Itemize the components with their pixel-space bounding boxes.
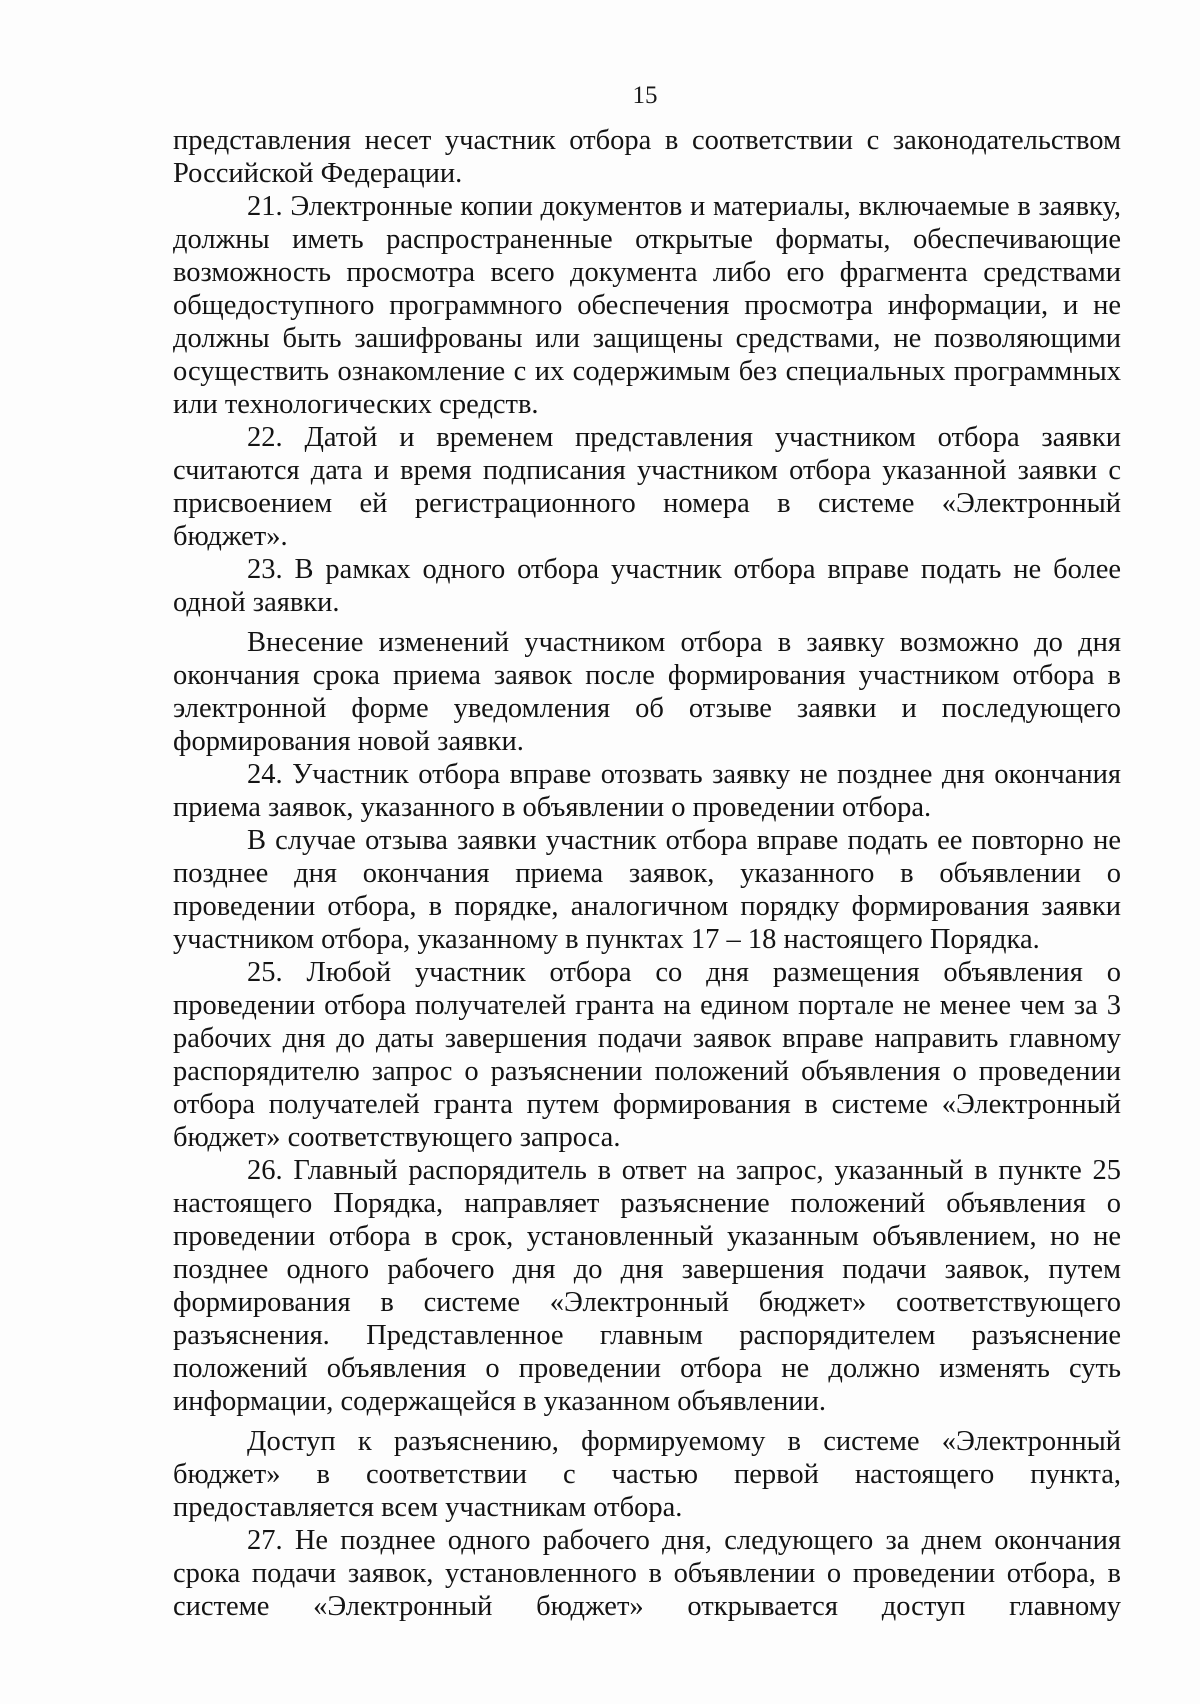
paragraph-24-resubmission: В случае отзыва заявки участник отбора вправе подать ее повторно не позднее дня окончания приема заявок, указанного в объявлении о проведении отбора, в порядке, аналогичном порядку формирования заявки участником отбора, указанному в пунктах 17 – 18 настоящего Порядка. <box>173 825 1121 955</box>
paragraph-continuation: представления несет участник отбора в соответствии с законодательством Российской Федерации. <box>173 125 1121 189</box>
paragraph-26: 26. Главный распорядитель в ответ на запрос, указанный в пункте 25 настоящего Порядка, направляет разъяснение положений объявления о проведении отбора в срок, установленный указанным объявлением, но не позднее одного рабочего дня до дня завершения подачи заявок, путем формирования в системе «Электронный бюджет» соответствующего разъяснения. Представленное главным распорядителем разъяснение положений объявления о проведении отбора не должно изменять суть информации, содержащейся в указанном объявлении. <box>173 1155 1121 1417</box>
paragraph-23-amendment: Внесение изменений участником отбора в заявку возможно до дня окончания срока приема заявок после формирования участником отбора в электронной форме уведомления об отзыве заявки и последующего формирования новой заявки. <box>173 627 1121 757</box>
paragraph-24: 24. Участник отбора вправе отозвать заявку не позднее дня окончания приема заявок, указанного в объявлении о проведении отбора. <box>173 759 1121 823</box>
paragraph-26-access: Доступ к разъяснению, формируемому в системе «Электронный бюджет» в соответствии с частью первой настоящего пункта, предоставляется всем участникам отбора. <box>173 1426 1121 1523</box>
paragraph-21: 21. Электронные копии документов и материалы, включаемые в заявку, должны иметь распространенные открытые форматы, обеспечивающие возможность просмотра всего документа либо его фрагмента средствами общедоступного программного обеспечения просмотра информации, и не должны быть зашифрованы или защищены средствами, не позволяющими осуществить ознакомление с их содержимым без специальных программных или технологических средств. <box>173 191 1121 420</box>
paragraph-23: 23. В рамках одного отбора участник отбора вправе подать не более одной заявки. <box>173 554 1121 618</box>
document-body <box>173 124 1121 1623</box>
page-number: 15 <box>632 82 658 109</box>
paragraph-25: 25. Любой участник отбора со дня размещения объявления о проведении отбора получателей гранта на едином портале не менее чем за 3 рабочих дня до даты завершения подачи заявок вправе направить главному распорядителю запрос о разъяснении положений объявления о проведении отбора получателей гранта путем формирования в системе «Электронный бюджет» соответствующего запроса. <box>173 957 1121 1153</box>
paragraph-22: 22. Датой и временем представления участником отбора заявки считаются дата и время подписания участником отбора указанной заявки с присвоением ей регистрационного номера в системе «Электронный бюджет». <box>173 422 1121 552</box>
paragraph-27: 27. Не позднее одного рабочего дня, следующего за днем окончания срока подачи заявок, установленного в объявлении о проведении отбора, в системе «Электронный бюджет» открывается доступ главному <box>173 1525 1121 1622</box>
